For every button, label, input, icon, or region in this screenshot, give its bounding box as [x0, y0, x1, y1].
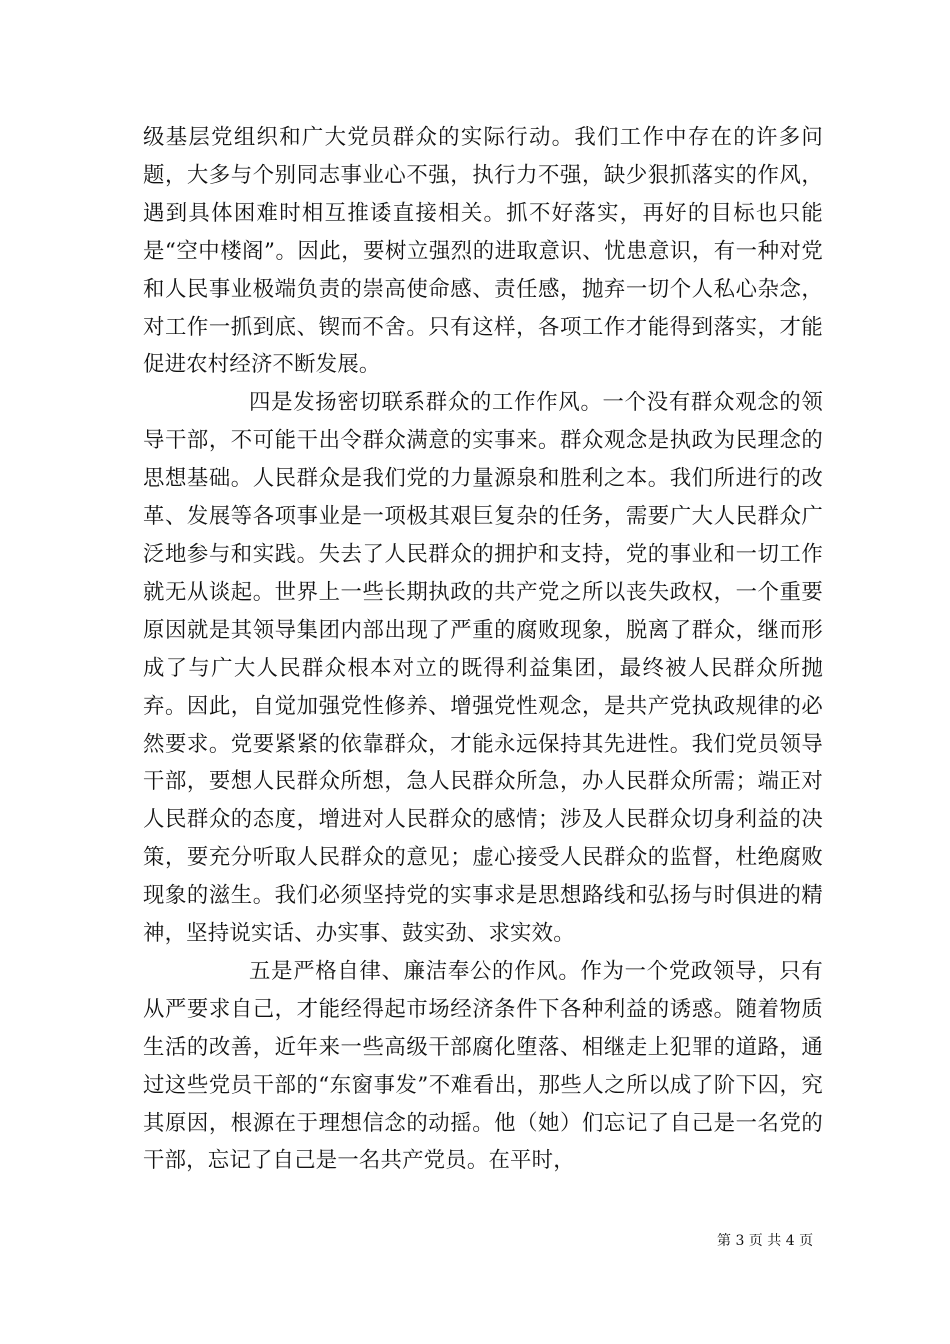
- page-number-footer: 第 3 页 共 4 页: [717, 1233, 814, 1249]
- paragraph-point-five: 五是严格自律、廉洁奉公的作风。作为一个党政领导，只有从严要求自己，才能经得起市场经济条件下各种利益的诱惑。随着物质生活的改善，近年来一些高级干部腐化堕落、相继走上犯罪的道路，通过这些党员干部的“东窗事发”不难看出，那些人之所以成了阶下囚，究其原因，根源在于理想信念的动摇。他（她）们忘记了自己是一名党的干部，忘记了自己是一名共产党员。在平时，: [143, 958, 823, 1174]
- body-text: [143, 119, 823, 1180]
- paragraph-continuation: 级基层党组织和广大党员群众的实际行动。我们工作中存在的许多问题，大多与个别同志事业心不强，执行力不强，缺少狠抓落实的作风，遇到具体困难时相互推诿直接相关。抓不好落实，再好的目标也只能是“空中楼阁”。因此，要树立强烈的进取意识、忧患意识，有一种对党和人民事业极端负责的崇高使命感、责任感，抛弃一切个人私心杂念，对工作一抓到底、锲而不舍。只有这样，各项工作才能得到落实，才能促进农村经济不断发展。: [143, 125, 823, 378]
- paragraph-point-four: 四是发扬密切联系群众的工作作风。一个没有群众观念的领导干部，不可能干出令群众满意的实事来。群众观念是执政为民理念的思想基础。人民群众是我们党的力量源泉和胜利之本。我们所进行的改革、发展等各项事业是一项极其艰巨复杂的任务，需要广大人民群众广泛地参与和实践。失去了人民群众的拥护和支持，党的事业和一切工作就无从谈起。世界上一些长期执政的共产党之所以丧失政权，一个重要原因就是其领导集团内部出现了严重的腐败现象，脱离了群众，继而形成了与广大人民群众根本对立的既得利益集团，最终被人民群众所抛弃。因此，自觉加强党性修养、增强党性观念，是共产党执政规律的必然要求。党要紧紧的依靠群众，才能永远保持其先进性。我们党员领导干部，要想人民群众所想，急人民群众所急，办人民群众所需；端正对人民群众的态度，增进对人民群众的感情；涉及人民群众切身利益的决策，要充分听取人民群众的意见；虚心接受人民群众的监督，杜绝腐败现象的滋生。我们必须坚持党的实事求是思想路线和弘扬与时俱进的精神，坚持说实话、办实事、鼓实劲、求实效。: [143, 390, 823, 947]
